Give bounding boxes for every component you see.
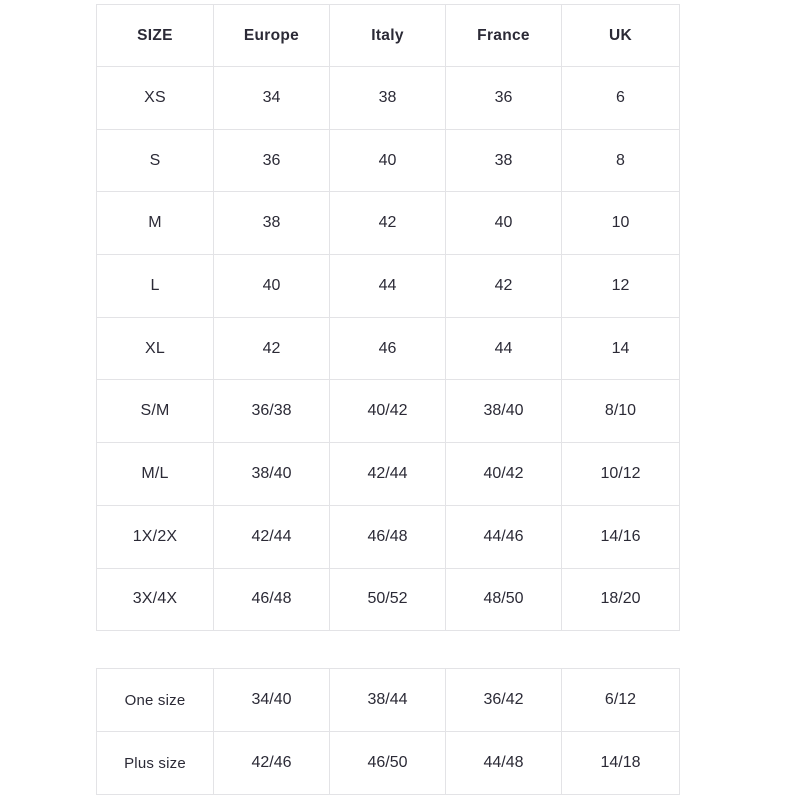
cell-europe: 42/44 <box>214 505 330 568</box>
cell-europe: 34 <box>214 67 330 130</box>
table-row <box>97 129 680 192</box>
cell-italy: 40 <box>330 129 446 192</box>
row-label: 3X/4X <box>97 568 214 631</box>
row-label: Plus size <box>97 732 214 795</box>
cell-europe: 38 <box>214 192 330 255</box>
table-row <box>97 255 680 318</box>
cell-italy: 40/42 <box>330 380 446 443</box>
table-row <box>97 380 680 443</box>
table-header-row <box>97 5 680 67</box>
cell-europe: 46/48 <box>214 568 330 631</box>
cell-france: 36/42 <box>446 669 562 732</box>
cell-uk: 8 <box>562 129 680 192</box>
cell-france: 38 <box>446 129 562 192</box>
cell-france: 48/50 <box>446 568 562 631</box>
column-header-size: SIZE <box>97 5 214 67</box>
cell-italy: 42/44 <box>330 443 446 506</box>
column-header-europe: Europe <box>214 5 330 67</box>
cell-europe: 36 <box>214 129 330 192</box>
general-size-table <box>96 668 680 795</box>
cell-uk: 14/16 <box>562 505 680 568</box>
cell-france: 44/48 <box>446 732 562 795</box>
cell-france: 40 <box>446 192 562 255</box>
cell-uk: 18/20 <box>562 568 680 631</box>
cell-europe: 42 <box>214 317 330 380</box>
table-row <box>97 67 680 130</box>
general-size-table-container <box>96 668 679 795</box>
table-row <box>97 732 680 795</box>
table-row <box>97 192 680 255</box>
cell-uk: 10 <box>562 192 680 255</box>
main-size-table-container <box>96 4 679 631</box>
table-row <box>97 568 680 631</box>
cell-uk: 14/18 <box>562 732 680 795</box>
cell-italy: 42 <box>330 192 446 255</box>
cell-france: 36 <box>446 67 562 130</box>
cell-france: 40/42 <box>446 443 562 506</box>
row-label: 1X/2X <box>97 505 214 568</box>
row-label: One size <box>97 669 214 732</box>
cell-uk: 6 <box>562 67 680 130</box>
cell-europe: 40 <box>214 255 330 318</box>
row-label: XS <box>97 67 214 130</box>
cell-italy: 38/44 <box>330 669 446 732</box>
cell-uk: 8/10 <box>562 380 680 443</box>
table-row <box>97 505 680 568</box>
cell-italy: 46 <box>330 317 446 380</box>
row-label: S <box>97 129 214 192</box>
cell-italy: 46/48 <box>330 505 446 568</box>
table-row <box>97 317 680 380</box>
column-header-uk: UK <box>562 5 680 67</box>
column-header-italy: Italy <box>330 5 446 67</box>
cell-uk: 6/12 <box>562 669 680 732</box>
cell-italy: 38 <box>330 67 446 130</box>
row-label: S/M <box>97 380 214 443</box>
column-header-france: France <box>446 5 562 67</box>
table-row <box>97 669 680 732</box>
cell-europe: 42/46 <box>214 732 330 795</box>
cell-italy: 50/52 <box>330 568 446 631</box>
main-size-table <box>96 4 680 631</box>
cell-france: 44/46 <box>446 505 562 568</box>
cell-europe: 38/40 <box>214 443 330 506</box>
cell-uk: 10/12 <box>562 443 680 506</box>
cell-europe: 34/40 <box>214 669 330 732</box>
row-label: M/L <box>97 443 214 506</box>
row-label: M <box>97 192 214 255</box>
cell-france: 42 <box>446 255 562 318</box>
cell-france: 44 <box>446 317 562 380</box>
cell-italy: 46/50 <box>330 732 446 795</box>
cell-europe: 36/38 <box>214 380 330 443</box>
cell-italy: 44 <box>330 255 446 318</box>
cell-uk: 12 <box>562 255 680 318</box>
row-label: XL <box>97 317 214 380</box>
cell-france: 38/40 <box>446 380 562 443</box>
cell-uk: 14 <box>562 317 680 380</box>
row-label: L <box>97 255 214 318</box>
table-row <box>97 443 680 506</box>
